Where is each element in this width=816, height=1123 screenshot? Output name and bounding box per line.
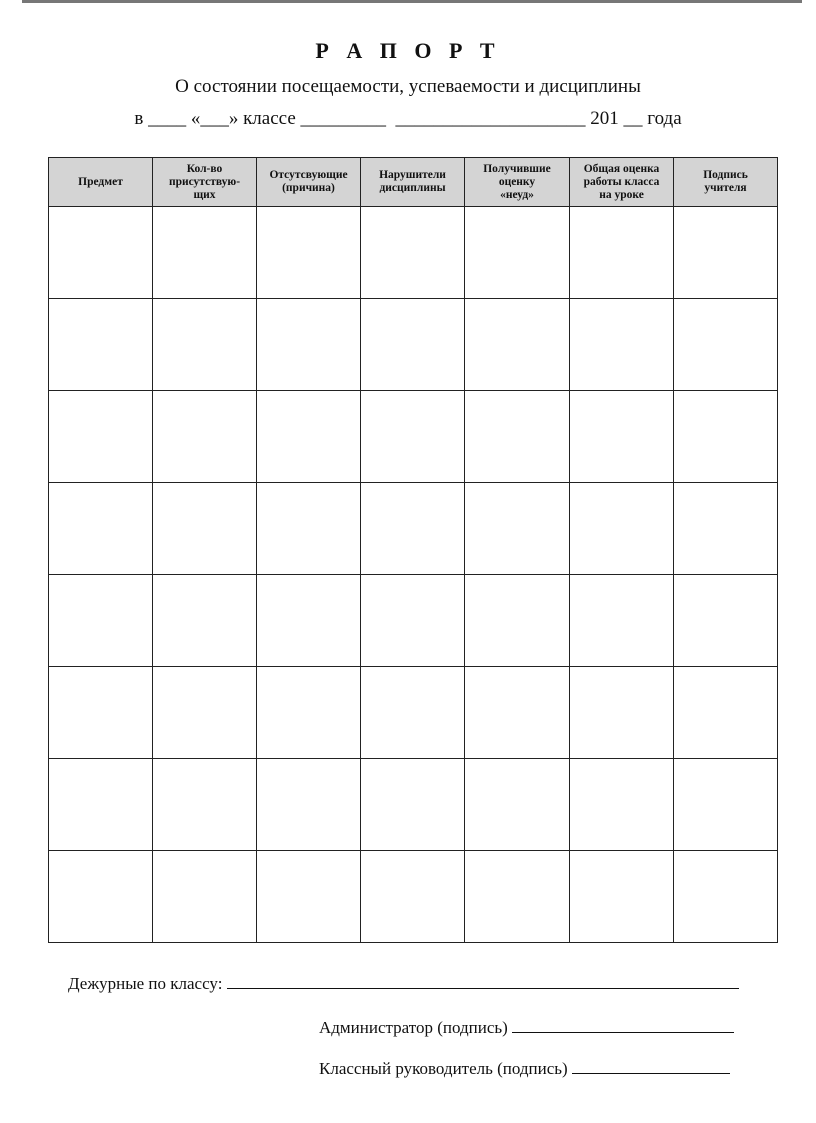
table-cell[interactable] (674, 759, 778, 851)
duty-signature-field[interactable] (227, 972, 739, 989)
table-cell[interactable] (570, 391, 674, 483)
table-cell[interactable] (49, 575, 153, 667)
table-cell[interactable] (361, 391, 465, 483)
table-cell[interactable] (153, 299, 257, 391)
table-cell[interactable] (570, 667, 674, 759)
table-cell[interactable] (674, 851, 778, 943)
table-cell[interactable] (49, 483, 153, 575)
table-cell[interactable] (49, 759, 153, 851)
table-cell[interactable] (465, 391, 570, 483)
table-cell[interactable] (570, 575, 674, 667)
table-cell[interactable] (49, 391, 153, 483)
table-cell[interactable] (153, 851, 257, 943)
table-cell[interactable] (465, 483, 570, 575)
table-row (49, 575, 778, 667)
table-cell[interactable] (361, 299, 465, 391)
table-cell[interactable] (257, 299, 361, 391)
table-cell[interactable] (361, 667, 465, 759)
table-cell[interactable] (257, 575, 361, 667)
table-cell[interactable] (257, 207, 361, 299)
table-cell[interactable] (570, 483, 674, 575)
table-cell[interactable] (674, 483, 778, 575)
header-absent: Отсутсвующие (причина) (257, 158, 361, 207)
table-cell[interactable] (570, 759, 674, 851)
table-cell[interactable] (361, 851, 465, 943)
table-cell[interactable] (361, 759, 465, 851)
admin-line (319, 1016, 734, 1038)
duty-label: Дежурные по классу: (68, 974, 223, 993)
table-cell[interactable] (674, 575, 778, 667)
table-header-row (49, 158, 778, 207)
table-cell[interactable] (257, 483, 361, 575)
header-class-grade: Общая оценка работы класса на уроке (570, 158, 674, 207)
header-present-count: Кол-во присутствую- щих (153, 158, 257, 207)
table-cell[interactable] (49, 851, 153, 943)
table-cell[interactable] (361, 575, 465, 667)
header-failing-grade: Получившие оценку «неуд» (465, 158, 570, 207)
admin-label: Администратор (подпись) (319, 1018, 508, 1037)
document-title: Р А П О Р Т (315, 38, 501, 63)
table-cell[interactable] (361, 207, 465, 299)
table-row (49, 207, 778, 299)
table-cell[interactable] (465, 575, 570, 667)
table-cell[interactable] (153, 575, 257, 667)
table-cell[interactable] (361, 483, 465, 575)
header-teacher-signature: Подпись учителя (674, 158, 778, 207)
table-row (49, 299, 778, 391)
table-cell[interactable] (465, 851, 570, 943)
table-cell[interactable] (49, 667, 153, 759)
table-cell[interactable] (153, 759, 257, 851)
table-cell[interactable] (674, 299, 778, 391)
table-cell[interactable] (570, 851, 674, 943)
table-cell[interactable] (465, 667, 570, 759)
table-cell[interactable] (674, 667, 778, 759)
table-row (49, 483, 778, 575)
report-table (48, 157, 778, 943)
table-cell[interactable] (153, 667, 257, 759)
table-cell[interactable] (465, 299, 570, 391)
header-discipline-violators: Нарушители дисциплины (361, 158, 465, 207)
table-cell[interactable] (257, 759, 361, 851)
table-cell[interactable] (674, 391, 778, 483)
table-row (49, 759, 778, 851)
table-cell[interactable] (153, 483, 257, 575)
table-cell[interactable] (570, 299, 674, 391)
table-cell[interactable] (153, 391, 257, 483)
table-cell[interactable] (153, 207, 257, 299)
admin-signature-field[interactable] (512, 1016, 734, 1033)
table-row (49, 391, 778, 483)
header-subject: Предмет (49, 158, 153, 207)
table-row (49, 667, 778, 759)
duty-line (68, 972, 739, 994)
teacher-label: Классный руководитель (подпись) (319, 1059, 568, 1078)
table-cell[interactable] (465, 207, 570, 299)
table-cell[interactable] (49, 207, 153, 299)
report-table-body (49, 207, 778, 943)
table-cell[interactable] (49, 299, 153, 391)
table-cell[interactable] (570, 207, 674, 299)
class-date-line: в ____ «___» классе _________ ____________________ 201 __ года (134, 108, 682, 129)
table-cell[interactable] (674, 207, 778, 299)
table-cell[interactable] (257, 667, 361, 759)
teacher-signature-field[interactable] (572, 1057, 730, 1074)
table-row (49, 851, 778, 943)
table-cell[interactable] (257, 391, 361, 483)
document-subtitle: О состоянии посещаемости, успеваемости и дисциплины (175, 76, 641, 97)
teacher-line (319, 1057, 730, 1079)
table-cell[interactable] (465, 759, 570, 851)
table-cell[interactable] (257, 851, 361, 943)
top-border-line (22, 0, 802, 3)
